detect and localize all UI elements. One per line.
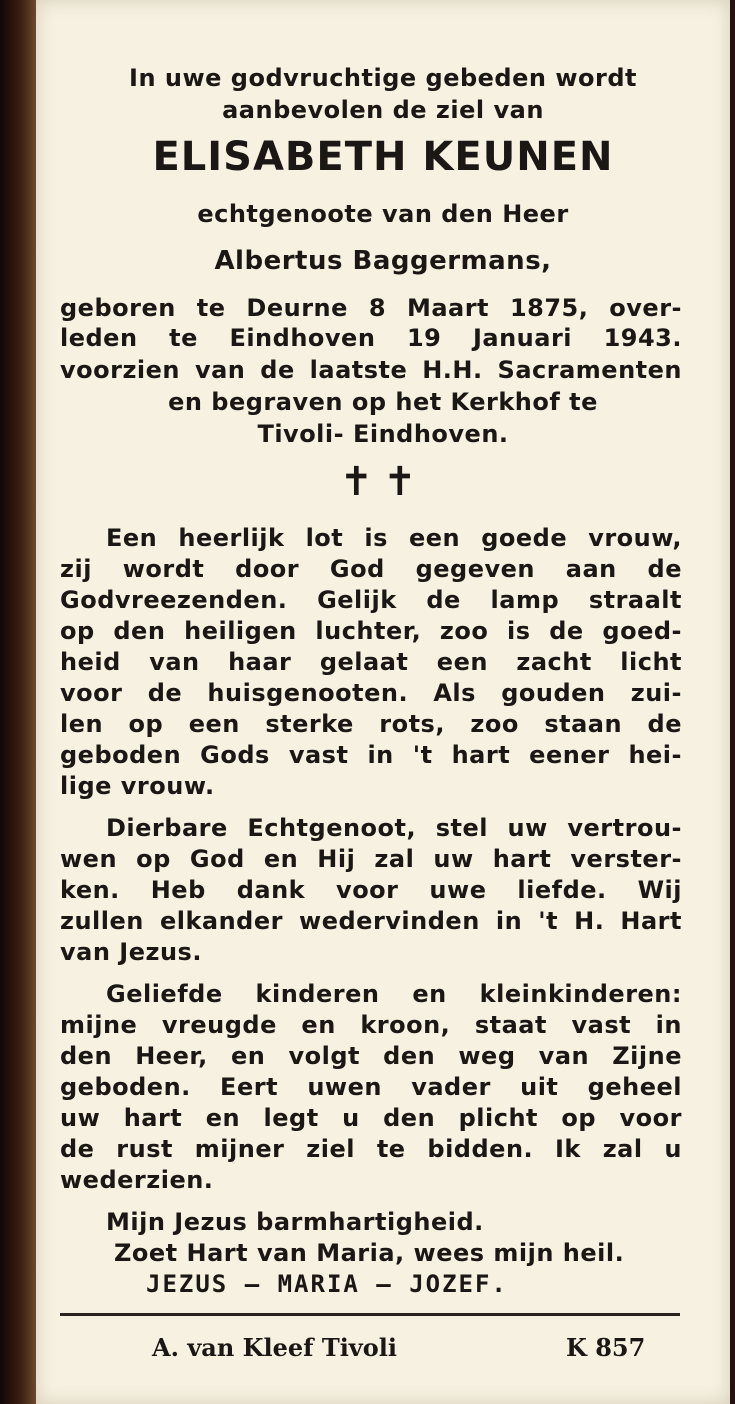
paragraph-line: van Jezus. [60, 938, 202, 966]
paragraph-line: Dierbare Echtgenoot, stel uw vertrou- [106, 814, 682, 842]
prayer-line: Mijn Jezus barmhartigheid. [106, 1208, 484, 1236]
paragraph-line: Een heerlijk lot is een goede vrouw, [106, 524, 682, 552]
spouse-name: Albertus Baggermans, [214, 246, 552, 276]
paragraph-line: de rust mijner ziel te bidden. Ik zal u [60, 1135, 682, 1163]
paragraph-line: geboden Gods vast in 't hart eener hei- [60, 741, 682, 769]
prayer-names: JEZUS — MARIA — JOZEF. [146, 1270, 508, 1298]
paragraph-line: len op een sterke rots, zoo staan de [60, 710, 682, 738]
paragraph-line: heid van haar gelaat een zacht licht [60, 648, 682, 676]
card-right-edge [730, 0, 735, 1404]
intro-line-1: In uwe godvruchtige gebeden wordt [129, 64, 637, 92]
bio-line: geboren te Deurne 8 Maart 1875, over- [60, 294, 682, 322]
paragraph-line: zullen elkander wedervinden in 't H. Hart [60, 907, 682, 935]
divider [60, 1313, 680, 1316]
paragraph-line: ken. Heb dank voor uwe liefde. Wij [60, 876, 682, 904]
bio-line: Tivoli- Eindhoven. [257, 420, 509, 448]
card-left-edge [0, 0, 36, 1404]
paragraph-line: Geliefde kinderen en kleinkinderen: [106, 980, 682, 1008]
memorial-card [36, 0, 730, 1404]
paragraph-line: mijne vreugde en kroon, staat vast in [60, 1011, 682, 1039]
paragraph-line: Godvreezenden. Gelijk de lamp straalt [60, 586, 682, 614]
card-code: K 857 [566, 1333, 646, 1362]
prayer-line: Zoet Hart van Maria, wees mijn heil. [114, 1239, 625, 1267]
paragraph-line: geboden. Eert uwen vader uit geheel [60, 1073, 682, 1101]
printer-name: A. van Kleef Tivoli [152, 1333, 397, 1362]
bio-line: en begraven op het Kerkhof te [168, 388, 598, 416]
paragraph-line: zij wordt door God gegeven aan de [60, 555, 682, 583]
paragraph-line: den Heer, en volgt den weg van Zijne [60, 1042, 682, 1070]
paragraph-line: wen op God en Hij zal uw hart verster- [60, 845, 682, 873]
paragraph-line: voor de huisgenooten. Als gouden zui- [60, 679, 682, 707]
intro-line-2: aanbevolen de ziel van [222, 96, 544, 124]
bio-line: voorzien van de laatste H.H. Sacramenten [60, 356, 682, 384]
paragraph-line: lige vrouw. [60, 772, 215, 800]
paragraph-line: op den heiligen luchter, zoo is de goed- [60, 617, 682, 645]
crosses-icon: ✝✝ [339, 459, 427, 505]
paragraph-line: wederzien. [60, 1166, 214, 1194]
deceased-name: ELISABETH KEUNEN [152, 134, 614, 180]
relation-line: echtgenoote van den Heer [197, 200, 569, 228]
bio-line: leden te Eindhoven 19 Januari 1943. [60, 324, 682, 352]
paragraph-line: uw hart en legt u den plicht op voor [60, 1104, 682, 1132]
